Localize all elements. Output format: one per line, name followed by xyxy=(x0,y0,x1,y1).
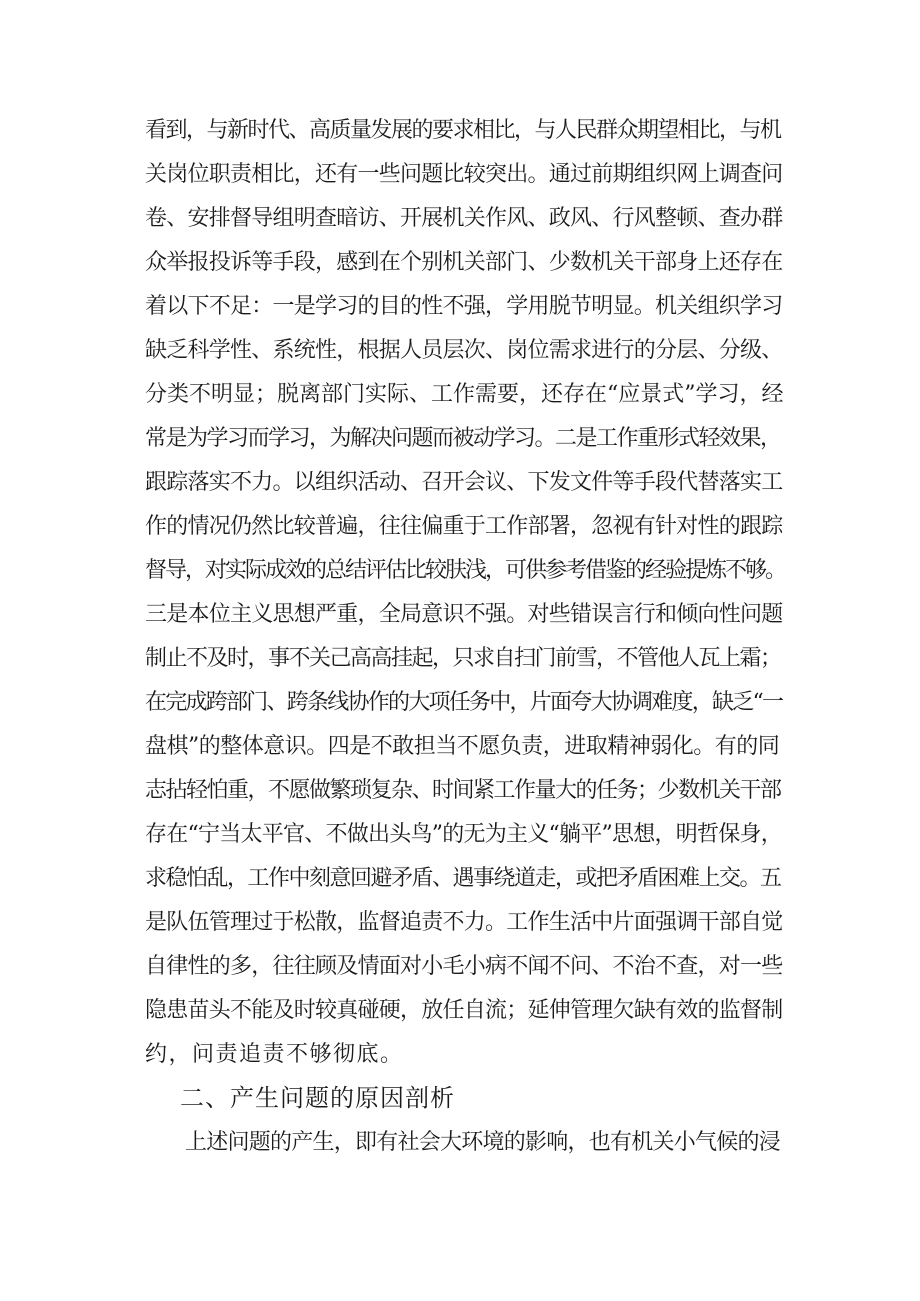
body-text-line: 督导，对实际成效的总结评估比较肤浅，可供参考借鉴的经验提炼不够。 xyxy=(145,558,785,583)
body-text-line: 制止不及时，事不关己高高挂起，只求自扫门前雪，不管他人瓦上霜； xyxy=(145,646,781,671)
body-text-line: 隐患苗头不能及时较真碰硬，放任自流；延伸管理欠缺有效的监督制 xyxy=(145,998,783,1023)
body-text-line: 看到，与新时代、高质量发展的要求相比，与人民群众期望相比，与机 xyxy=(145,118,781,143)
body-text-line: 是队伍管理过于松散，监督追责不力。工作生活中片面强调干部自觉 xyxy=(145,910,783,935)
body-text-line: 三是本位主义思想严重，全局意识不强。对些错误言行和倾向性问题 xyxy=(145,602,783,627)
section-heading: 二、产生问题的原因剖析 xyxy=(180,1084,455,1112)
body-text-line: 存在“宁当太平官、不做出头鸟”的无为主义“躺平”思想，明哲保身， xyxy=(145,822,782,847)
body-text-line: 在完成跨部门、跨条线协作的大项任务中，片面夸大协调难度，缺乏“一 xyxy=(145,690,783,715)
body-text-line: 作的情况仍然比较普遍，往往偏重于工作部署，忽视有针对性的跟踪 xyxy=(145,514,783,539)
body-text-line: 自律性的多，往往顾及情面对小毛小病不闻不问、不治不查，对一些 xyxy=(145,954,783,979)
body-text-line: 求稳怕乱，工作中刻意回避矛盾、遇事绕道走，或把矛盾困难上交。五 xyxy=(145,866,781,891)
body-text-line: 常是为学习而学习，为解决问题而被动学习。二是工作重形式轻效果， xyxy=(145,426,781,451)
body-text-line: 约，问责追责不够彻底。 xyxy=(145,1042,404,1067)
paragraph-first-line: 上述问题的产生，即有社会大环境的影响，也有机关小气候的浸 xyxy=(185,1130,781,1155)
body-text-line: 关岗位职责相比，还有一些问题比较突出。通过前期组织网上调查问 xyxy=(145,162,783,187)
body-text-line: 志拈轻怕重，不愿做繁琐复杂、时间紧工作量大的任务；少数机关干部 xyxy=(145,778,781,803)
body-text-line: 分类不明显；脱离部门实际、工作需要，还存在“应景式”学习，经 xyxy=(145,382,784,407)
body-text-line: 缺乏科学性、系统性，根据人员层次、岗位需求进行的分层、分级、 xyxy=(145,338,783,363)
body-text-line: 卷、安排督导组明查暗访、开展机关作风、政风、行风整顿、查办群 xyxy=(145,206,783,231)
body-text-line: 众举报投诉等手段，感到在个别机关部门、少数机关干部身上还存在 xyxy=(145,250,783,275)
body-text-line: 跟踪落实不力。以组织活动、召开会议、下发文件等手段代替落实工 xyxy=(145,470,783,495)
body-text-line: 盘棋”的整体意识。四是不敢担当不愿负责，进取精神弱化。有的同 xyxy=(145,734,780,759)
body-text-line: 着以下不足：一是学习的目的性不强，学用脱节明显。机关组织学习 xyxy=(145,294,783,319)
